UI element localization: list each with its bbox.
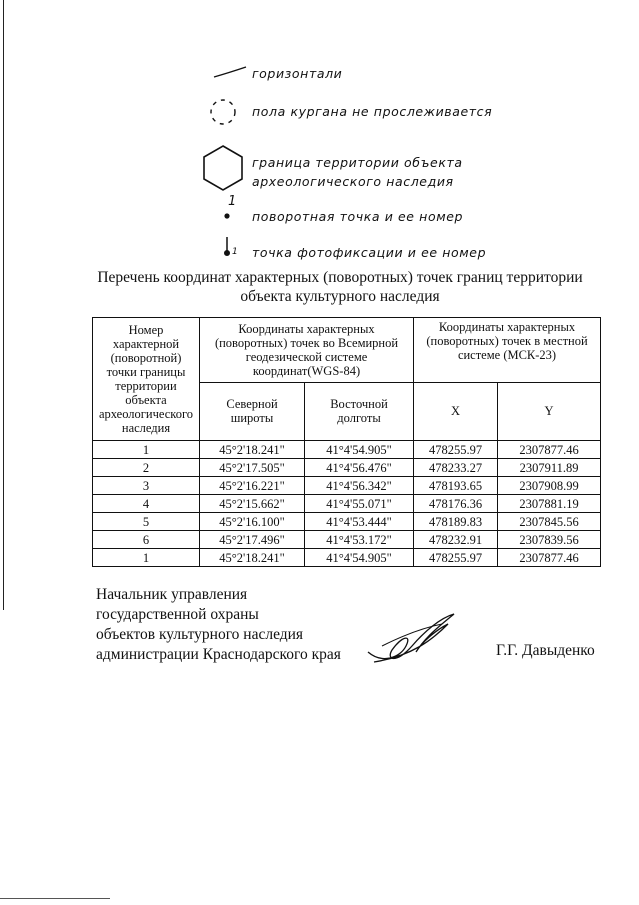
cell-y: 2307845.56: [498, 513, 601, 531]
signatory-position-line: администрации Краснодарского края: [96, 646, 341, 663]
table-body: [93, 441, 601, 567]
point-icon: [222, 211, 232, 221]
cell-y: 2307839.56: [498, 531, 601, 549]
header-y: Y: [498, 382, 601, 440]
signature-mark: [362, 606, 462, 668]
cell-x: 478233.27: [414, 459, 498, 477]
dashed-circle-icon: [207, 96, 239, 128]
cell-point-number: 1: [93, 549, 200, 567]
table-row: [93, 513, 601, 531]
header-longitude: Восточной долготы: [305, 382, 414, 440]
signer-name: Г.Г. Давыденко: [496, 642, 595, 659]
cell-latitude: 45°2'17.505": [200, 459, 305, 477]
cell-latitude: 45°2'16.100": [200, 513, 305, 531]
cell-latitude: 45°2'16.221": [200, 477, 305, 495]
legend-label-point: поворотная точка и ее номер: [252, 209, 464, 224]
cell-point-number: 2: [93, 459, 200, 477]
cell-latitude: 45°2'18.241": [200, 549, 305, 567]
coordinates-table: [92, 317, 601, 567]
table-row: [93, 441, 601, 459]
table-row: [93, 459, 601, 477]
cell-point-number: 3: [93, 477, 200, 495]
signatory-position-line: Начальник управления: [96, 586, 248, 603]
cell-latitude: 45°2'15.662": [200, 495, 305, 513]
table-row: [93, 477, 601, 495]
cell-y: 2307881.19: [498, 495, 601, 513]
cell-longitude: 41°4'53.172": [305, 531, 414, 549]
cell-y: 2307877.46: [498, 549, 601, 567]
header-wgs84: Координаты характерных (поворотных) точек во Всемирной геодезической системе координат(WGS-84): [200, 318, 414, 383]
cell-longitude: 41°4'53.444": [305, 513, 414, 531]
cell-point-number: 1: [93, 441, 200, 459]
signatory-position-line: объектов культурного наследия: [96, 626, 304, 643]
table-header-row: [93, 318, 601, 383]
signatory-position-line: государственной охраны: [96, 606, 259, 623]
cell-y: 2307911.89: [498, 459, 601, 477]
cell-point-number: 5: [93, 513, 200, 531]
cell-x: 478232.91: [414, 531, 498, 549]
legend-photo-number: 1: [232, 247, 239, 257]
contour-line-icon: [212, 64, 248, 80]
cell-longitude: 41°4'56.342": [305, 477, 414, 495]
scan-edge-bottom: [0, 898, 110, 899]
cell-longitude: 41°4'56.476": [305, 459, 414, 477]
table-row: [93, 531, 601, 549]
cell-x: 478176.36: [414, 495, 498, 513]
cell-y: 2307877.46: [498, 441, 601, 459]
header-latitude: Северной широты: [200, 382, 305, 440]
table-row: [93, 549, 601, 567]
cell-latitude: 45°2'17.496": [200, 531, 305, 549]
document-title-line-2: объекта культурного наследия: [240, 288, 440, 305]
header-point-number: Номер характерной (поворотной) точки границы территории объекта археологического наследия: [93, 318, 200, 441]
cell-latitude: 45°2'18.241": [200, 441, 305, 459]
legend-label-contour: горизонтали: [252, 66, 343, 81]
cell-x: 478255.97: [414, 441, 498, 459]
legend-label-photo: точка фотофиксации и ее номер: [252, 245, 487, 260]
cell-longitude: 41°4'54.905": [305, 549, 414, 567]
cell-x: 478193.65: [414, 477, 498, 495]
hexagon-icon: [202, 144, 244, 192]
legend-point-number: 1: [228, 194, 237, 209]
header-msk23: Координаты характерных (поворотных) точек в местной системе (МСК-23): [414, 318, 601, 383]
cell-point-number: 6: [93, 531, 200, 549]
legend-label-boundary-1: граница территории объекта: [252, 155, 463, 170]
header-x: X: [414, 382, 498, 440]
legend-label-barrow: пола кургана не прослеживается: [252, 104, 493, 119]
cell-longitude: 41°4'55.071": [305, 495, 414, 513]
document-title-line-1: Перечень координат характерных (поворотных) точек границ территории: [97, 269, 583, 286]
cell-x: 478189.83: [414, 513, 498, 531]
cell-x: 478255.97: [414, 549, 498, 567]
cell-longitude: 41°4'54.905": [305, 441, 414, 459]
signatory-position: [96, 585, 341, 665]
scan-edge: [3, 0, 4, 610]
cell-y: 2307908.99: [498, 477, 601, 495]
document-title: [80, 268, 600, 306]
legend-label-boundary-2: археологического наследия: [252, 174, 454, 189]
cell-point-number: 4: [93, 495, 200, 513]
table-row: [93, 495, 601, 513]
